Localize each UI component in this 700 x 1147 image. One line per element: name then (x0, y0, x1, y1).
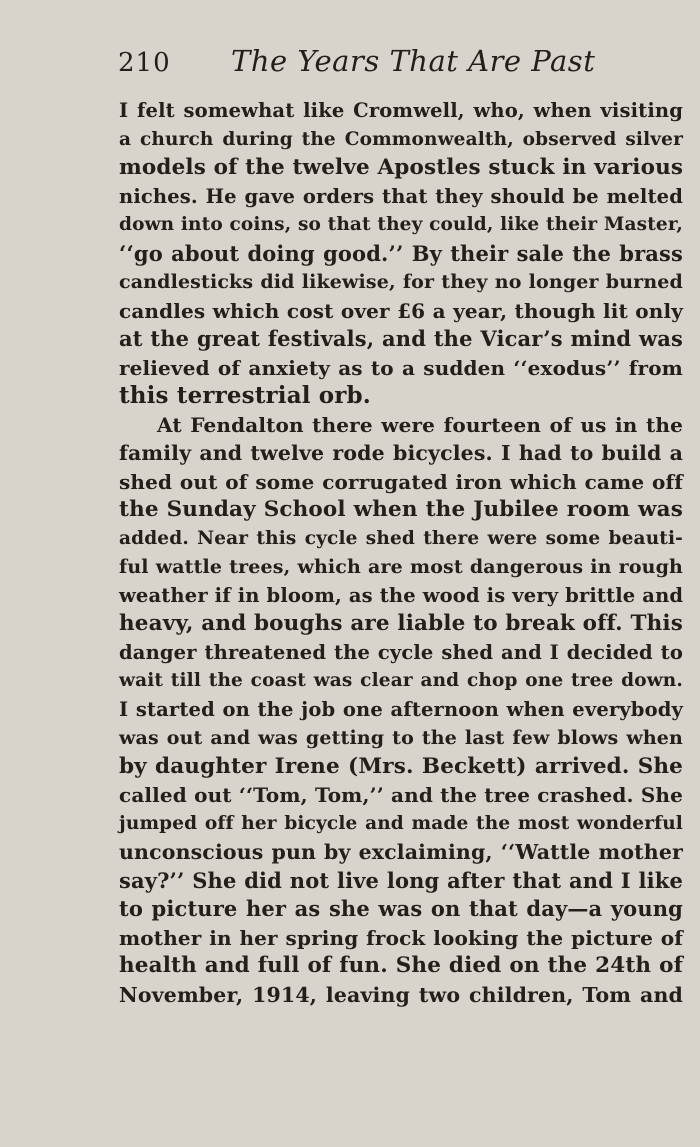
page-header (118, 42, 682, 82)
text-line: ‘‘go about doing good.’’ By their sale the brass (119, 240, 683, 266)
text-line: family and twelve rode bicycles. I had to build a (119, 441, 683, 465)
text-line: candlesticks did likewise, for they no longer burned (119, 271, 683, 293)
text-line: At Fendalton there were fourteen of us in the (157, 412, 683, 437)
text-line: by daughter Irene (Mrs. Beckett) arrived. She (119, 753, 683, 779)
text-line: jumped off her bicycle and made the most wonderful (119, 812, 683, 834)
text-line: niches. He gave orders that they should be melted (119, 184, 683, 208)
text-line: added. Near this cycle shed there were some beauti- (119, 527, 683, 549)
text-line: at the great festivals, and the Vicar’s mind was (119, 326, 683, 351)
text-line: November, 1914, leaving two children, Tom and (119, 982, 683, 1007)
body-text (119, 97, 683, 1009)
text-line: danger threatened the cycle shed and I decided to (119, 640, 683, 664)
text-line: weather if in bloom, as the wood is very brittle and (119, 583, 684, 607)
text-line: models of the twelve Apostles stuck in various (119, 155, 684, 180)
text-line: mother in her spring frock looking the picture of (119, 925, 683, 950)
text-line: down into coins, so that they could, like their Master, (119, 214, 683, 235)
text-line: this terrestrial orb. (119, 382, 371, 409)
text-line: to picture her as she was on that day—a young (119, 896, 683, 921)
text-line: ful wattle trees, which are most dangerous in rough (119, 556, 683, 578)
text-line: I started on the job one afternoon when everybody (119, 697, 683, 721)
text-line: heavy, and boughs are liable to break off. This (119, 611, 683, 636)
text-line: a church during the Commonwealth, observed silver (119, 128, 683, 150)
text-line: relieved of anxiety as to a sudden ‘‘exodus’’ from (119, 355, 683, 380)
text-line: the Sunday School when the Jubilee room was (119, 497, 683, 522)
text-line: say?’’ She did not live long after that and I like (119, 867, 683, 893)
running-title: The Years That Are Past (231, 44, 596, 78)
text-line: shed out of some corrugated iron which came off (119, 469, 683, 494)
text-line: wait till the coast was clear and chop one tree down. (119, 670, 683, 691)
text-line: unconscious pun by exclaiming, ‘‘Wattle mother (119, 840, 683, 864)
text-line: called out ‘‘Tom, Tom,’’ and the tree crashed. She (119, 783, 683, 807)
text-line: was out and was getting to the last few blows when (119, 727, 683, 749)
text-line: candles which cost over £6 a year, though lit only (119, 298, 683, 323)
text-line: I felt somewhat like Cromwell, who, when visiting (119, 99, 683, 122)
page-number: 210 (118, 48, 171, 78)
text-line: health and full of fun. She died on the 24th of (119, 953, 683, 978)
